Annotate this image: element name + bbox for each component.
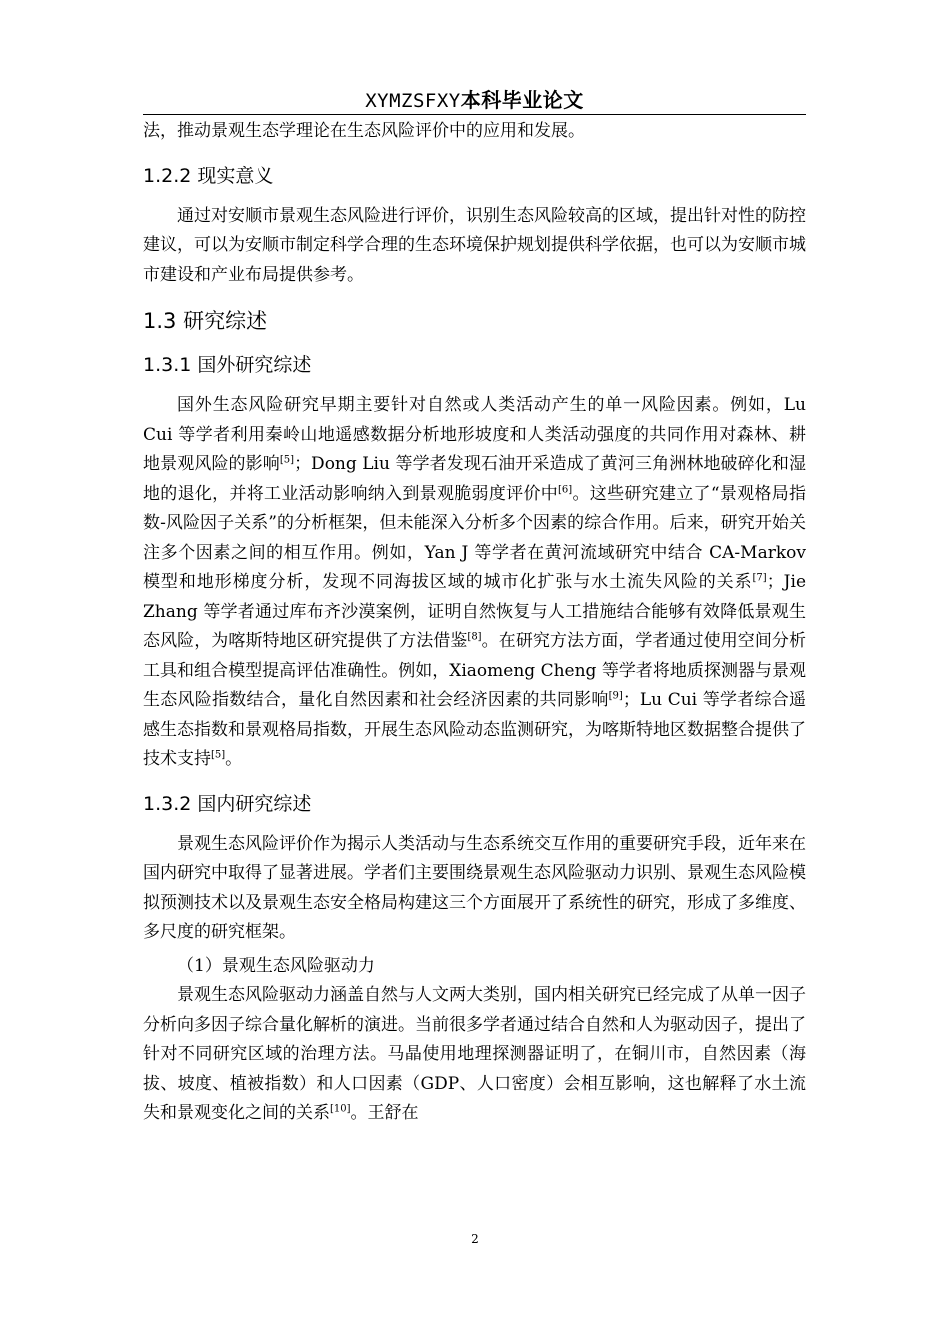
heading-1-3-2: 1.3.2 国内研究综述 — [143, 792, 312, 815]
paragraph-driving-force — [143, 981, 806, 1129]
citation: [8] — [467, 631, 482, 643]
text-run: 。这些研究建立了“景观格局指数-风险因子关系”的分析框架，但未能深入分析多个因素的综合作用。后来，研究开始关注多个因素之间的相互作用。例如，Yan J 等学者在黄河流域研究中结合 CA-Markov 模型和地形梯度分析，发现不同海拔区域的城市化扩张与水土流失风险的关系 — [143, 483, 806, 592]
citation: [5] — [211, 749, 226, 761]
text-run: 景观生态风险驱动力涵盖自然与人文两大类别，国内相关研究已经完成了从单一因子分析向多因子综合量化解析的演进。当前很多学者通过结合自然和人为驱动因子，提出了针对不同研究区域的治理方法。马晶使用地理探测器证明了，在铜川市，自然因素（海拔、坡度、植被指数）和人口因素（GDP、人口密度）会相互影响，这也解释了水土流失和景观变化之间的关系 — [143, 985, 806, 1123]
heading-1-3-1: 1.3.1 国外研究综述 — [143, 354, 312, 376]
header-code: XYMZSFXY — [365, 90, 461, 112]
text-run: ；Jie Zhang 等学者通过库布齐沙漠案例，证明自然恢复与人工措施结合能够有效降低景观生态风险，为喀斯特地区研究提供了方法借鉴 — [143, 572, 806, 651]
text-run: 国外生态风险研究早期主要针对自然或人类活动产生的单一风险因素。例如，Lu Cui 等学者利用秦岭山地遥感数据分析地形坡度和人类活动强度的共同作用对森林、耕地景观风险的影响 — [143, 395, 806, 474]
citation: [5] — [279, 454, 295, 466]
page-number: 2 — [471, 1232, 479, 1246]
text-run: 。在研究方法方面，学者通过使用空间分析工具和组合模型提高评估准确性。例如，Xiaomeng Cheng 等学者将地质探测器与景观生态风险指数结合，量化自然因素和社会经济因素的共同影响 — [143, 631, 807, 710]
header-title: 本科毕业论文 — [460, 88, 584, 112]
text-run: 。王舒在 — [350, 1103, 419, 1123]
heading-1-2-2: 1.2.2 现实意义 — [143, 164, 274, 187]
citation: [10] — [330, 1103, 351, 1115]
lead-paragraph: 法，推动景观生态学理论在生态风险评价中的应用和发展。 — [143, 121, 585, 141]
page-header — [143, 86, 806, 115]
citation: [6] — [558, 483, 573, 495]
text-run: ；Lu Cui 等学者综合遥感生态指数和景观格局指数，开展生态风险动态监测研究，为喀斯特地区数据整合提供了技术支持 — [143, 690, 806, 769]
paragraph-practical-significance: 通过对安顺市景观生态风险进行评价，识别生态风险较高的区域，提出针对性的防控建议，可以为安顺市制定科学合理的生态环境保护规划提供科学依据，也可以为安顺市城市建设和产业布局提供参考。 — [143, 205, 806, 285]
citation: [7] — [752, 572, 767, 584]
paragraph-domestic-review: 景观生态风险评价作为揭示人类活动与生态系统交互作用的重要研究手段，近年来在国内研究中取得了显著进展。学者们主要围绕景观生态风险驱动力识别、景观生态风险模拟预测技术以及景观生态安全格局构建这三个方面展开了系统性的研究，形成了多维度、多尺度的研究框架。 — [143, 833, 806, 942]
text-run: 。 — [225, 749, 243, 769]
list-item-driving-force: （1）景观生态风险驱动力 — [177, 955, 375, 976]
paragraph-foreign-review — [143, 391, 806, 775]
page-body — [143, 117, 806, 1129]
header-rule — [143, 114, 806, 115]
heading-1-3: 1.3 研究综述 — [143, 309, 268, 333]
citation: [9] — [608, 690, 623, 702]
text-run: ；Dong Liu 等学者发现石油开采造成了黄河三角洲林地破碎化和湿地的退化，并将工业活动影响纳入到景观脆弱度评价中 — [143, 454, 806, 504]
